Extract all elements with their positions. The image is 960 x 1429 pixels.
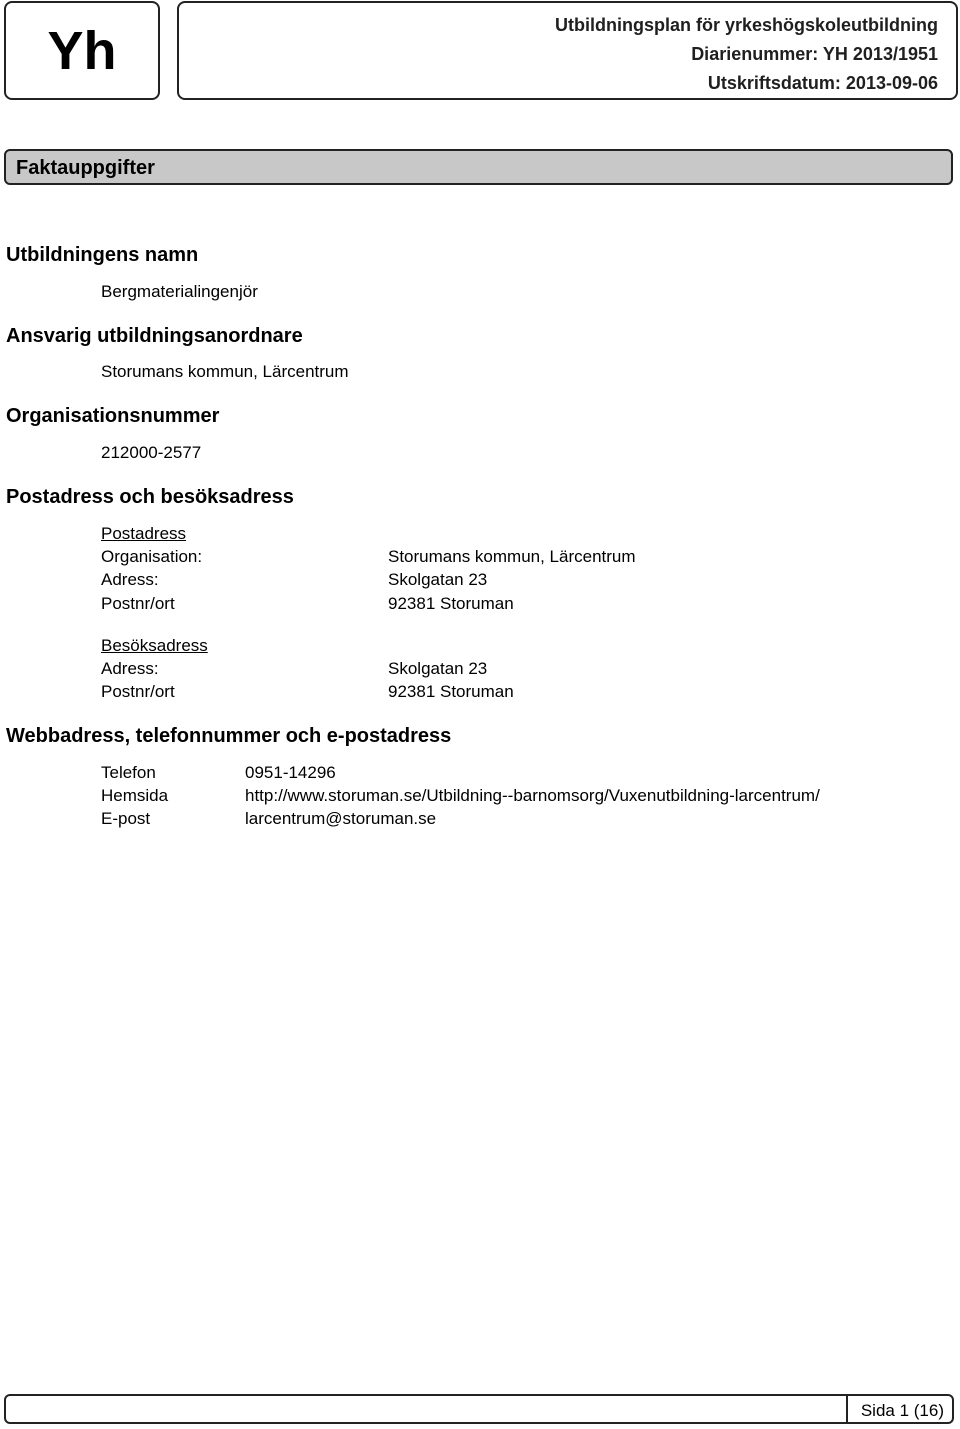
value-utbildningens-namn: Bergmaterialingenjör bbox=[101, 282, 258, 301]
postadress-title: Postadress bbox=[101, 524, 187, 543]
hemsida-link[interactable]: http://www.storuman.se/Utbildning--barnomsorg/Vuxenutbildning-larcentrum/ bbox=[245, 786, 820, 805]
value-organisationsnummer: 212000-2577 bbox=[101, 443, 202, 462]
epost-label: E-post bbox=[101, 809, 151, 828]
postadress-postnr-value: 92381 Storuman bbox=[388, 594, 514, 613]
telefon-value: 0951-14296 bbox=[245, 763, 336, 782]
yh-logo bbox=[4, 1, 160, 100]
value-anordnare: Storumans kommun, Lärcentrum bbox=[101, 362, 349, 381]
logo-text: Yh bbox=[47, 20, 117, 81]
label-anordnare: Ansvarig utbildningsanordnare bbox=[6, 325, 303, 347]
document-header bbox=[177, 1, 958, 100]
postadress-org-label: Organisation: bbox=[101, 547, 203, 566]
postadress-adress-label: Adress: bbox=[101, 570, 159, 589]
footer-divider bbox=[846, 1396, 848, 1422]
telefon-label: Telefon bbox=[101, 763, 156, 782]
document-title: Utbildningsplan för yrkeshögskoleutbildning bbox=[554, 15, 938, 35]
postadress-adress-value: Skolgatan 23 bbox=[388, 570, 488, 589]
utskriftsdatum: Utskriftsdatum: 2013-09-06 bbox=[707, 73, 938, 93]
postadress-org-value: Storumans kommun, Lärcentrum bbox=[388, 547, 636, 566]
besoksadress-title: Besöksadress bbox=[101, 636, 208, 655]
besoksadress-adress-label: Adress: bbox=[101, 659, 159, 678]
page-footer bbox=[4, 1394, 954, 1424]
besoksadress-postnr-label: Postnr/ort bbox=[101, 682, 175, 701]
postadress-postnr-label: Postnr/ort bbox=[101, 594, 175, 613]
section-bar-faktauppgifter bbox=[4, 149, 953, 185]
label-utbildningens-namn: Utbildningens namn bbox=[6, 244, 199, 266]
label-kontakt: Webbadress, telefonnummer och e-postadress bbox=[6, 725, 452, 747]
label-organisationsnummer: Organisationsnummer bbox=[6, 405, 220, 427]
hemsida-label: Hemsida bbox=[101, 786, 169, 805]
epost-link[interactable]: larcentrum@storuman.se bbox=[245, 809, 437, 828]
besoksadress-adress-value: Skolgatan 23 bbox=[388, 659, 488, 678]
label-adresser: Postadress och besöksadress bbox=[6, 486, 294, 508]
page-number: Sida 1 (16) bbox=[860, 1401, 944, 1420]
diarienummer: Diarienummer: YH 2013/1951 bbox=[691, 44, 938, 64]
besoksadress-postnr-value: 92381 Storuman bbox=[388, 682, 514, 701]
section-title: Faktauppgifter bbox=[16, 157, 155, 179]
